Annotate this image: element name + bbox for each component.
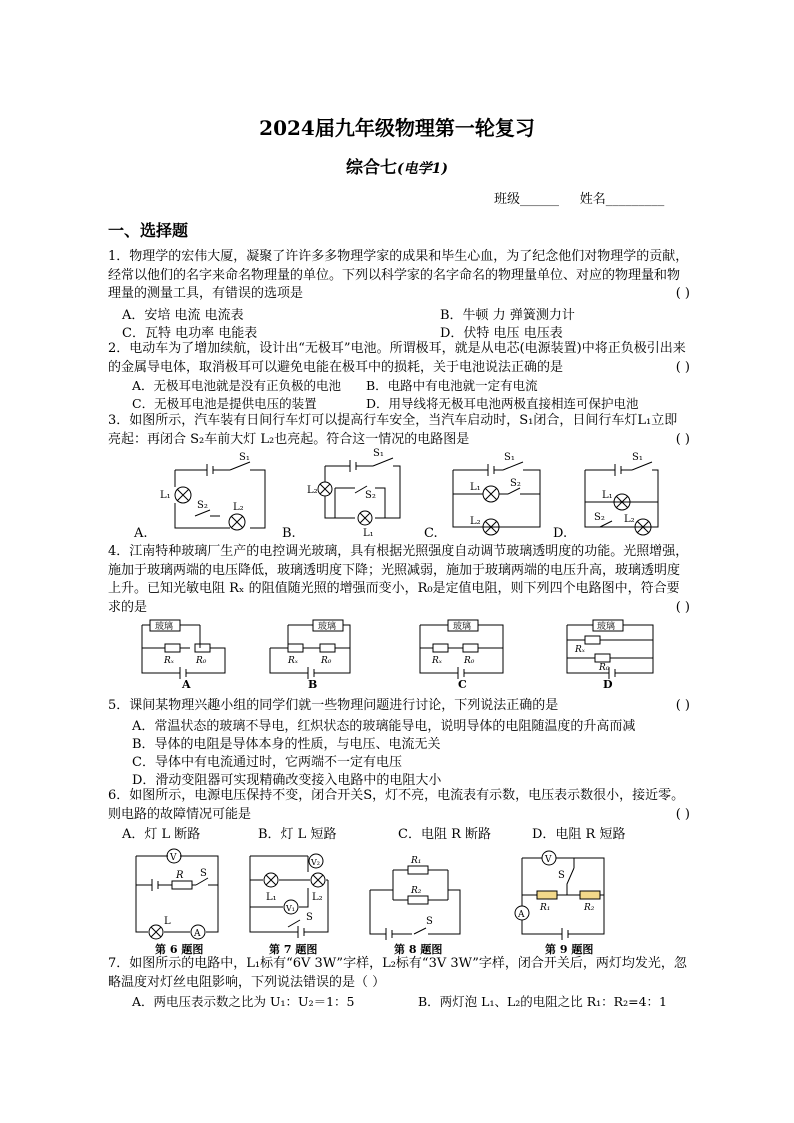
- svg-text:玻璃: 玻璃: [155, 622, 174, 632]
- answer-bracket: ( ): [675, 698, 690, 713]
- question-2: 2．电动车为了增加续航，设计出“无极耳”电池。所谓极耳，就是从电芯(电源装置)中将正负极引出来的金属导电体，取消极耳可以避免电能在极耳中的损耗，关于电池说法正确的是 ( ): [108, 340, 690, 377]
- svg-text:Rₓ: Rₓ: [164, 656, 174, 666]
- q3-circuit-b: [305, 448, 415, 538]
- q7-option-a: A．两电压表示数之比为 U₁：U₂＝1：5: [132, 994, 355, 1009]
- q3-option-b: B.: [282, 526, 296, 541]
- q1-option-a: A．安培 电流 电流表: [122, 308, 244, 323]
- q2-option-b: B．电路中有电池就一定有电流: [366, 378, 538, 393]
- answer-bracket: ( ): [675, 286, 690, 301]
- q6-option-b: B．灯 L 短路: [258, 827, 337, 842]
- svg-text:R: R: [176, 870, 184, 881]
- svg-text:L₁: L₁: [470, 482, 481, 493]
- svg-text:S: S: [558, 870, 565, 881]
- question-4: 4．江南特种玻璃厂生产的电控调光玻璃，具有根据光照强度自动调节玻璃透明度的功能。光照增强，施加于玻璃两端的电压降低，玻璃透明度下降；光照减弱，施加于玻璃两端的电压升高，玻璃透明度上升。已知光敏电阻 Rₓ 的阻值随光照的增强而变小，R₀是定值电阻，则下列四个电路图中，符合要求的是 ( ): [108, 543, 690, 617]
- q4-option-b: B: [308, 678, 318, 691]
- q6-option-c: C．电阻 R 断路: [398, 827, 491, 842]
- svg-text:V₁: V₁: [286, 904, 295, 913]
- svg-text:L₂: L₂: [307, 485, 318, 496]
- figure-8-circuit: [368, 858, 463, 938]
- svg-text:R₁: R₁: [540, 903, 551, 913]
- q5-option-d: D．滑动变阻器可实现精确改变接入电路中的电阻大小: [132, 773, 442, 788]
- svg-text:Rₓ: Rₓ: [432, 656, 442, 666]
- section-heading: 一、选择题: [108, 221, 189, 240]
- q3-option-c: C.: [424, 526, 438, 541]
- question-5: 5．课间某物理兴趣小组的同学们就一些物理问题进行讨论，下列说法正确的是 ( ): [108, 697, 690, 716]
- svg-text:Rₓ: Rₓ: [288, 656, 298, 666]
- q3-option-a: A.: [134, 526, 148, 541]
- figure-6-caption: 第 6 题图: [155, 943, 204, 956]
- svg-text:S₂: S₂: [365, 490, 376, 501]
- class-name-fields: [494, 188, 664, 207]
- question-7: 7．如图所示的电路中，L₁标有“6V 3W”字样，L₂标有“3V 3W”字样，闭合开关后，两灯均发光，忽略温度对灯丝电阻影响，下列说法错误的是（ ）: [108, 956, 687, 990]
- answer-bracket: ( ): [675, 359, 690, 375]
- subtitle-note: (电学1): [397, 161, 448, 177]
- figure-7-caption: 第 7 题图: [269, 943, 318, 956]
- q3-circuit-d: [580, 452, 690, 537]
- svg-text:L₂: L₂: [624, 514, 635, 525]
- question-3: 3．如图所示，汽车装有日间行车灯可以提高行车安全，当汽车启动时，S₁闭合，日间行车灯L₁立即亮起：再闭合 S₂车前大灯 L₂也亮起。符合这一情况的电路图是 ( ): [108, 412, 690, 449]
- svg-text:L₂: L₂: [312, 892, 323, 903]
- svg-text:L₁: L₁: [602, 490, 613, 501]
- q2-option-d: D．用导线将无极耳电池两极直接相连可保护电池: [366, 396, 639, 411]
- svg-text:A: A: [518, 910, 525, 920]
- q4-option-d: D: [603, 678, 613, 691]
- page-title: 2024届九年级物理第一轮复习: [259, 116, 535, 140]
- q4-option-a: A: [182, 678, 191, 691]
- svg-text:L₁: L₁: [363, 528, 374, 539]
- figure-7-circuit: [248, 852, 338, 937]
- q2-option-c: C．无极耳电池是提供电压的装置: [132, 396, 317, 411]
- q4-circuit-d: [565, 618, 660, 676]
- q4-circuit-a: [140, 618, 230, 676]
- answer-bracket: ( ): [675, 431, 690, 447]
- svg-text:L: L: [164, 916, 171, 927]
- answer-bracket: ( ): [675, 806, 690, 822]
- q3-circuit-c: [448, 452, 558, 537]
- svg-text:玻璃: 玻璃: [318, 622, 337, 632]
- svg-text:S₂: S₂: [510, 478, 521, 489]
- svg-text:R₀: R₀: [196, 656, 207, 666]
- q2-option-a: A．无极耳电池就是没有正负极的电池: [132, 378, 342, 393]
- svg-text:S: S: [306, 912, 313, 923]
- q1-option-c: C．瓦特 电功率 电能表: [122, 326, 258, 341]
- svg-text:玻璃: 玻璃: [597, 622, 616, 632]
- svg-text:S₁: S₁: [239, 452, 250, 463]
- svg-text:R₀: R₀: [599, 663, 610, 673]
- figure-9-caption: 第 9 题图: [545, 943, 594, 956]
- svg-text:S: S: [200, 868, 207, 879]
- svg-text:S₂: S₂: [594, 512, 605, 523]
- question-1: 1．物理学的宏伟大厦，凝聚了许许多多物理学家的成果和毕生心血，为了纪念他们对物理学的贡献，经常以他们的名字来命名物理量的单位。下列以科学家的名字命名的物理量单位、对应的物理量和物理量的测量工具，有错误的选项是 ( ): [108, 248, 690, 304]
- q3-option-d: D.: [553, 526, 568, 541]
- svg-text:R₀: R₀: [464, 656, 475, 666]
- svg-text:R₂: R₂: [584, 903, 595, 913]
- q7-option-b: B．两灯泡 L₁、L₂的电阻之比 R₁：R₂=4：1: [418, 994, 667, 1009]
- svg-text:玻璃: 玻璃: [453, 622, 472, 632]
- svg-text:R₀: R₀: [321, 656, 332, 666]
- q1-option-d: D．伏特 电压 电压表: [440, 326, 563, 341]
- q4-circuit-b: [268, 618, 358, 676]
- svg-text:V₂: V₂: [311, 858, 320, 867]
- svg-text:L₂: L₂: [470, 516, 481, 527]
- figure-8-caption: 第 8 题图: [394, 943, 443, 956]
- svg-text:Rₓ: Rₓ: [575, 645, 585, 655]
- svg-text:R₂: R₂: [411, 886, 422, 896]
- q1-option-b: B．牛顿 力 弹簧测力计: [440, 308, 575, 323]
- question-6: 6．如图所示，电源电压保持不变，闭合开关S，灯不亮，电流表有示数，电压表示数很小，接近零。则电路的故障情况可能是 ( ): [108, 787, 690, 824]
- svg-text:V: V: [545, 855, 552, 865]
- page-subtitle: 综合七(电学1): [346, 158, 448, 178]
- q5-option-b: B．导体的电阻是导体本身的性质，与电压、电流无关: [132, 737, 441, 752]
- svg-text:S: S: [426, 916, 433, 927]
- q4-option-c: C: [458, 678, 467, 691]
- svg-text:L₂: L₂: [233, 502, 244, 513]
- q6-option-a: A．灯 L 断路: [122, 827, 201, 842]
- q5-option-c: C．导体中有电流通过时，它两端不一定有电压: [132, 755, 402, 770]
- svg-text:L₁: L₁: [266, 892, 277, 903]
- svg-text:L₁: L₁: [160, 490, 171, 501]
- svg-text:S₁: S₁: [504, 452, 515, 463]
- q5-option-a: A．常温状态的玻璃不导电，红炽状态的玻璃能导电，说明导体的电阻随温度的升高而减: [132, 719, 636, 734]
- figure-9-circuit: [512, 850, 612, 938]
- answer-bracket: ( ): [675, 599, 690, 615]
- svg-text:S₁: S₁: [632, 452, 643, 463]
- svg-text:A: A: [194, 929, 201, 939]
- class-field: 班级______: [494, 192, 560, 207]
- name-field: 姓名_________: [579, 192, 665, 207]
- q4-circuit-c: [418, 618, 508, 676]
- svg-text:S₂: S₂: [197, 500, 208, 511]
- figure-6-circuit: [134, 848, 224, 938]
- svg-text:R₁: R₁: [411, 856, 422, 866]
- svg-text:V: V: [170, 853, 177, 863]
- q6-option-d: D．电阻 R 短路: [532, 827, 626, 842]
- svg-text:S₁: S₁: [373, 448, 384, 459]
- q3-circuit-a: [155, 452, 270, 542]
